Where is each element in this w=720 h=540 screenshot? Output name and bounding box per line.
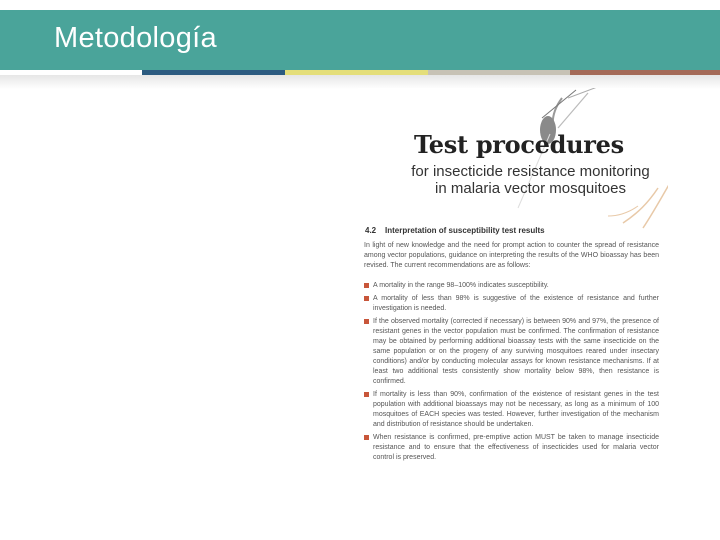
document-subtitle-line1: for insecticide resistance monitoring [411,163,650,180]
list-item-text: If mortality is less than 90%, confirmation of the existence of resistant genes in the test population with additional bioassays may not be necessary, as long as a minimum of 100 mosquitoes of EACH species was tested. However, further investigation of the mechanism and distribution of resistance should be undertaken. [373,391,659,428]
slide-title: Metodología [54,22,217,54]
list-item [364,281,659,291]
bullet-square-icon [364,319,369,324]
list-item [364,390,659,430]
document-title: Test procedures [414,130,624,159]
list-item-text: A mortality in the range 98–100% indicates susceptibility. [373,282,549,289]
document-subtitle-line2: in malaria vector mosquitoes [435,180,626,197]
document-subtitle [398,163,663,197]
intro-paragraph: In light of new knowledge and the need for prompt action to counter the spread of resistance among vector populations, guidance on interpreting the results of the WHO bioassay has been revised. The current recommendations are as follows: [364,242,659,269]
list-item-text: If the observed mortality (corrected if necessary) is between 90% and 97%, the presence of resistant genes in the vector population must be confirmed. The confirmation of resistance may be obtained by performing additional bioassay tests with the same insecticide on the same population or on the progeny of any surviving mosquitoes reared under insectary conditions) and/or by conducting molecular assays for known resistance mechanisms. If at least two additional tests consistently show mortality below 98%, then resistance is confirmed. [373,318,659,385]
header-shadow [0,75,720,89]
list-item [364,294,659,314]
slide-header [0,10,720,70]
bullet-square-icon [364,435,369,440]
list-item [364,433,659,463]
list-item-text: A mortality of less than 98% is suggestive of the existence of resistance and further investigation is needed. [373,295,659,312]
bullet-square-icon [364,296,369,301]
section-number: 4.2 [365,226,377,235]
document-excerpt [358,88,670,468]
bullet-square-icon [364,283,369,288]
bullet-square-icon [364,392,369,397]
recommendation-list [364,281,659,466]
list-item-text: When resistance is confirmed, pre-emptive action MUST be taken to manage insecticide resistance and to ensure that the effectiveness of insecticides used for malaria vector control is preserved. [373,434,659,461]
list-item [364,317,659,387]
section-title: Interpretation of susceptibility test results [385,226,545,235]
